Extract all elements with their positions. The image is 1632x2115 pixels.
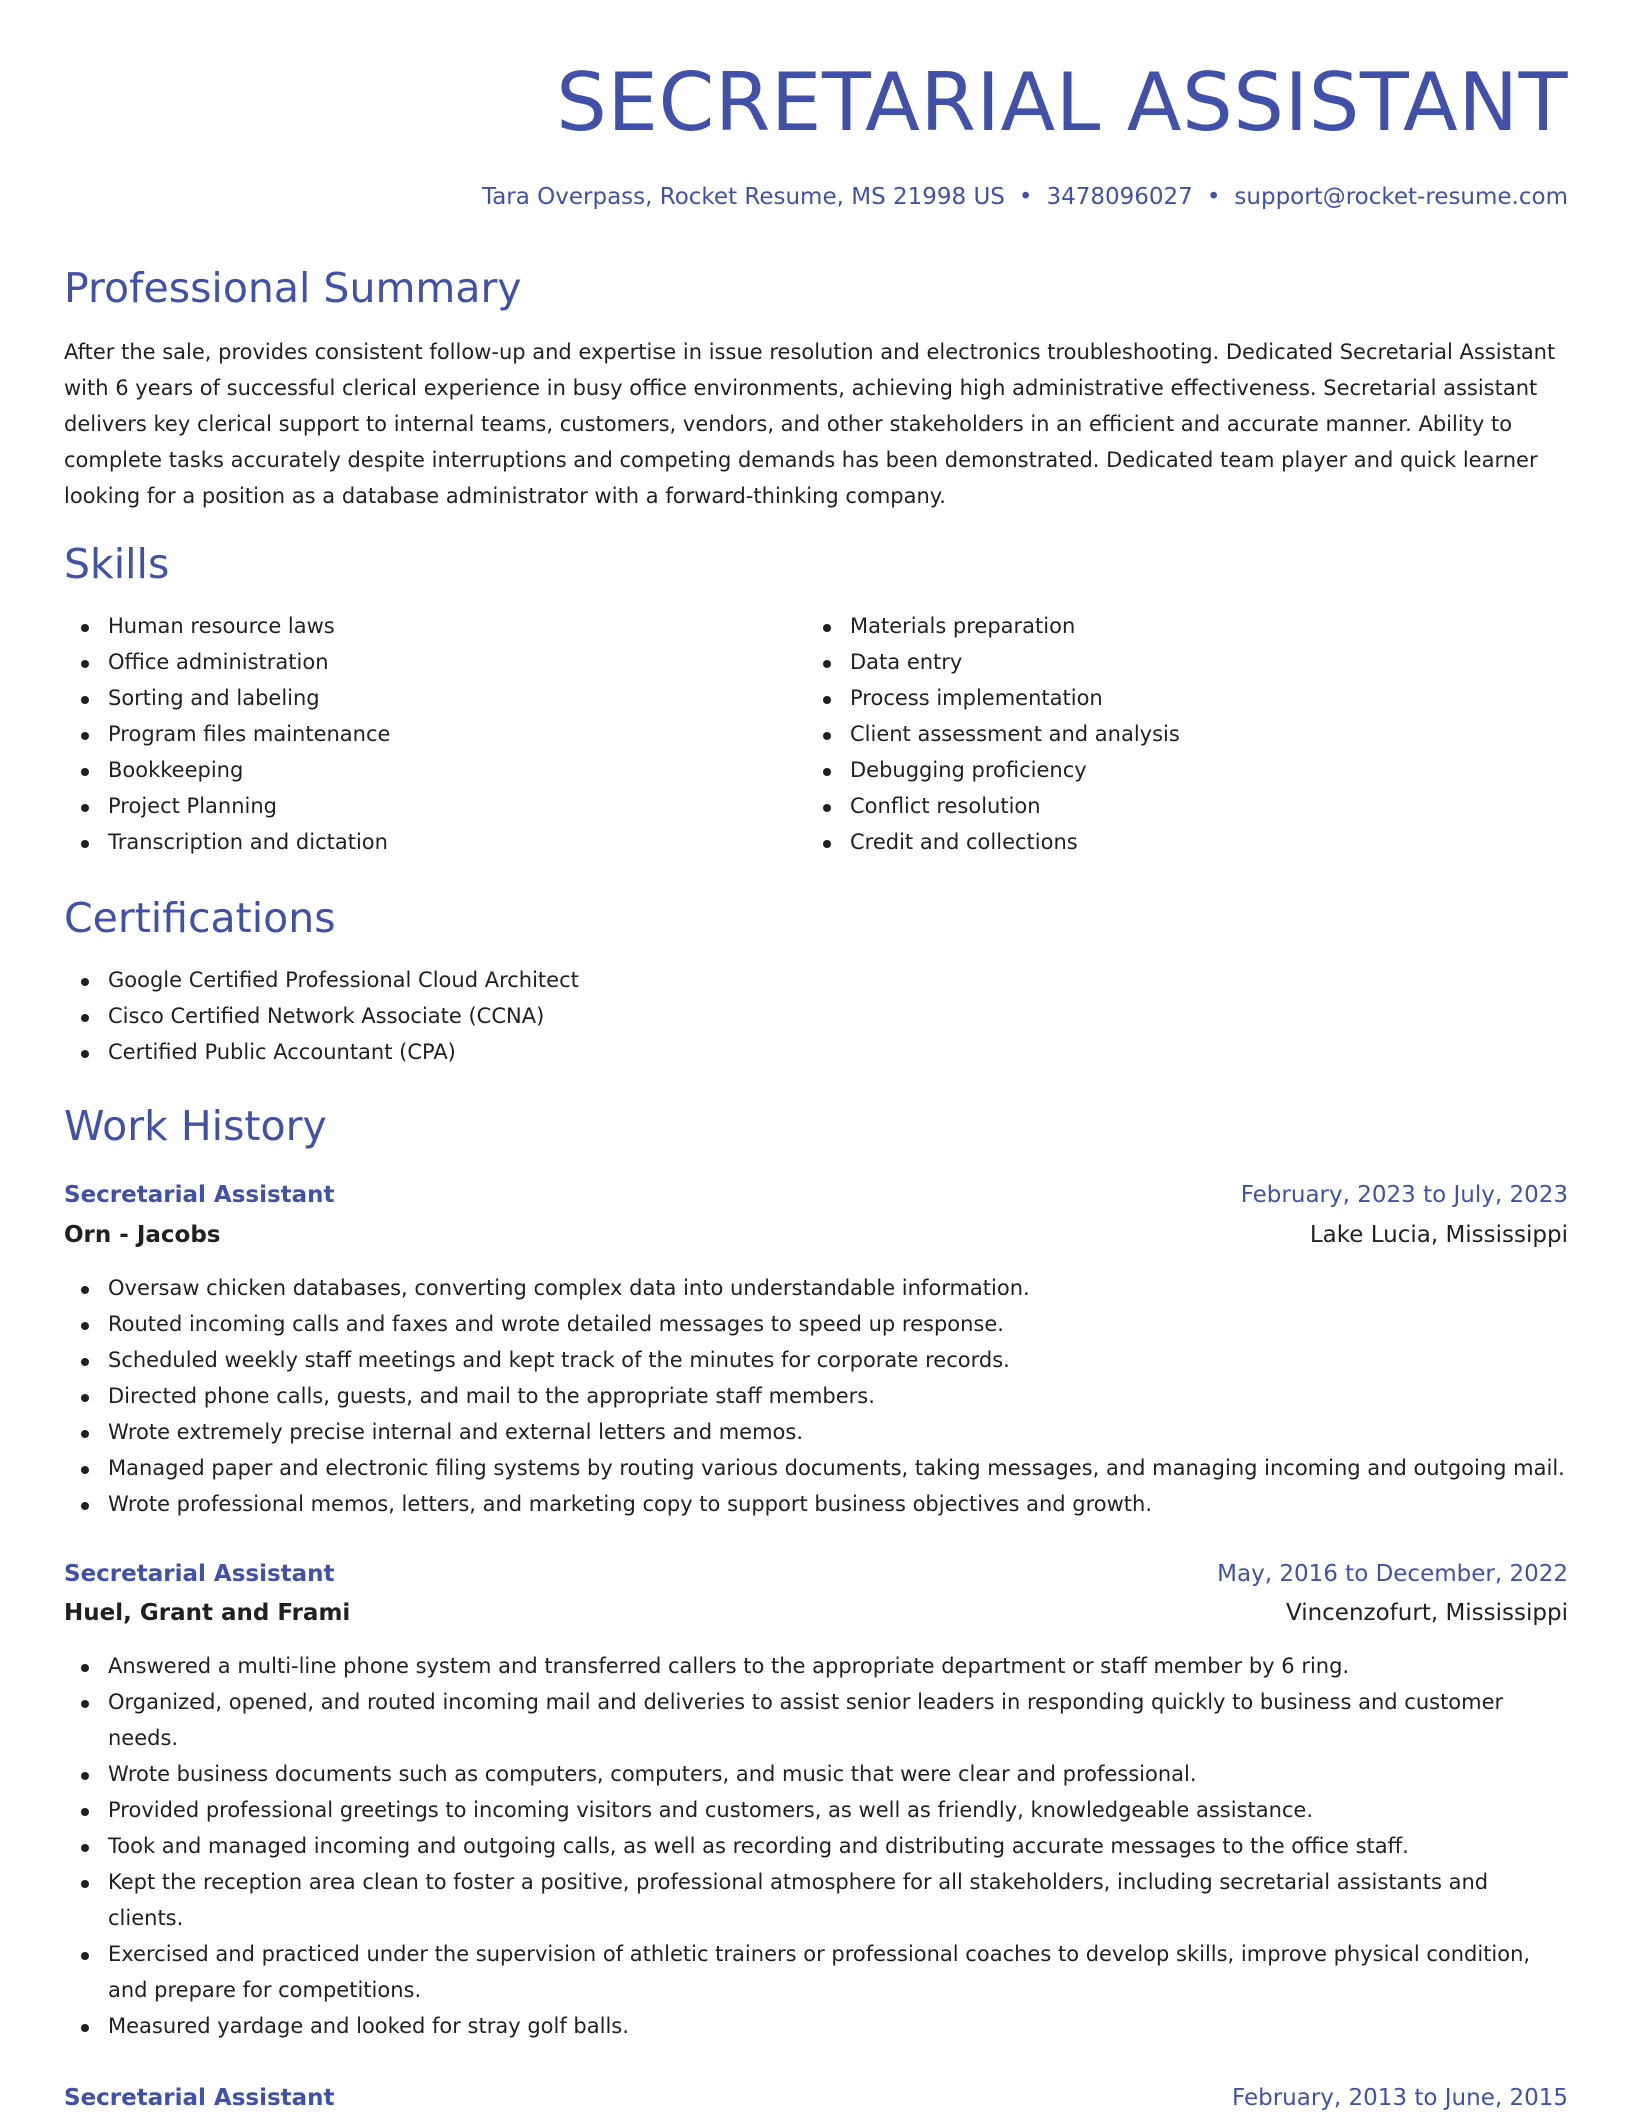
skill-item: Bookkeeping [64,752,784,788]
job-company: Huel, Grant and Frami [64,1600,351,1626]
job-dates: February, 2013 to June, 2015 [1231,2085,1568,2111]
job-duty-item: Directed phone calls, guests, and mail to the appropriate staff members. [64,1378,1568,1414]
certification-item: Certified Public Accountant (CPA) [64,1034,1568,1070]
job-company: Orn - Jacobs [64,1222,221,1248]
job-dates: May, 2016 to December, 2022 [1217,1561,1568,1587]
skill-item: Project Planning [64,788,784,824]
skill-item: Human resource laws [64,608,784,644]
skills-list-left [64,608,784,860]
certification-item: Google Certified Professional Cloud Architect [64,962,1568,998]
job-duty-item: Provided professional greetings to incoming visitors and customers, as well as friendly, knowledgeable assistance. [64,1792,1568,1828]
job-duty-item: Kept the reception area clean to foster a positive, professional atmosphere for all stakeholders, including secretarial assistants and clients. [64,1864,1568,1936]
skills-list-right [806,608,1526,860]
job-title: Secretarial Assistant [64,2085,335,2111]
job-duty-item: Managed paper and electronic filing systems by routing various documents, taking messages, and managing incoming and outgoing mail. [64,1450,1568,1486]
job-duty-item: Wrote business documents such as computers, computers, and music that were clear and professional. [64,1756,1568,1792]
skills-heading: Skills [64,540,170,588]
job-title: Secretarial Assistant [64,1182,335,1208]
skill-item: Client assessment and analysis [806,716,1526,752]
summary-heading: Professional Summary [64,264,522,312]
skill-item: Sorting and labeling [64,680,784,716]
skill-item: Process implementation [806,680,1526,716]
skill-item: Data entry [806,644,1526,680]
job-duty-item: Wrote extremely precise internal and external letters and memos. [64,1414,1568,1450]
resume-title: SECRETARIAL ASSISTANT [556,56,1568,149]
job-dates: February, 2023 to July, 2023 [1240,1182,1568,1208]
skill-item: Office administration [64,644,784,680]
job-duty-item: Measured yardage and looked for stray golf balls. [64,2008,1568,2044]
skill-item: Program files maintenance [64,716,784,752]
job-duty-item: Wrote professional memos, letters, and marketing copy to support business objectives and growth. [64,1486,1568,1522]
certification-item: Cisco Certified Network Associate (CCNA) [64,998,1568,1034]
summary-text: After the sale, provides consistent follow-up and expertise in issue resolution and electronics troubleshooting. Dedicated Secretarial Assistant with 6 years of successful clerical experience in busy office environments, achieving high administrative effectiveness. Secretarial assistant delivers key clerical support to internal teams, customers, vendors, and other stakeholders in an efficient and accurate manner. Ability to complete tasks accurately despite interruptions and competing demands has been demonstrated. Dedicated team player and quick learner looking for a position as a database administrator with a forward-thinking company. [64,340,1556,508]
contact-separator: • [1206,184,1221,210]
certifications-list [64,962,1568,1070]
job-duty-item: Routed incoming calls and faxes and wrote detailed messages to speed up response. [64,1306,1568,1342]
job-duty-item: Took and managed incoming and outgoing calls, as well as recording and distributing accurate messages to the office staff. [64,1828,1568,1864]
work-history-heading: Work History [64,1102,327,1150]
contact-line [482,180,1568,214]
job-title: Secretarial Assistant [64,1561,335,1587]
job-location: Lake Lucia, Mississippi [1309,1222,1568,1248]
skill-item: Transcription and dictation [64,824,784,860]
job-duty-item: Organized, opened, and routed incoming mail and deliveries to assist senior leaders in responding quickly to business and customer needs. [64,1684,1568,1756]
contact-phone: 3478096027 [1046,184,1193,210]
contact-separator: • [1018,184,1033,210]
job-duty-item: Exercised and practiced under the supervision of athletic trainers or professional coaches to develop skills, improve physical condition, and prepare for competitions. [64,1936,1568,2008]
job-duty-item: Scheduled weekly staff meetings and kept track of the minutes for corporate records. [64,1342,1568,1378]
skill-item: Credit and collections [806,824,1526,860]
skill-item: Conflict resolution [806,788,1526,824]
job-location: Vincenzofurt, Mississippi [1285,1600,1568,1626]
job-duty-item: Answered a multi-line phone system and transferred callers to the appropriate department or staff member by 6 ring. [64,1648,1568,1684]
certifications-heading: Certifications [64,894,336,942]
job-duties-list [64,1648,1568,2044]
skill-item: Materials preparation [806,608,1526,644]
job-duties-list [64,1270,1568,1522]
job-duty-item: Oversaw chicken databases, converting complex data into understandable information. [64,1270,1568,1306]
skill-item: Debugging proficiency [806,752,1526,788]
contact-email: support@rocket-resume.com [1234,184,1568,210]
contact-address: Tara Overpass, Rocket Resume, MS 21998 US [481,184,1005,210]
